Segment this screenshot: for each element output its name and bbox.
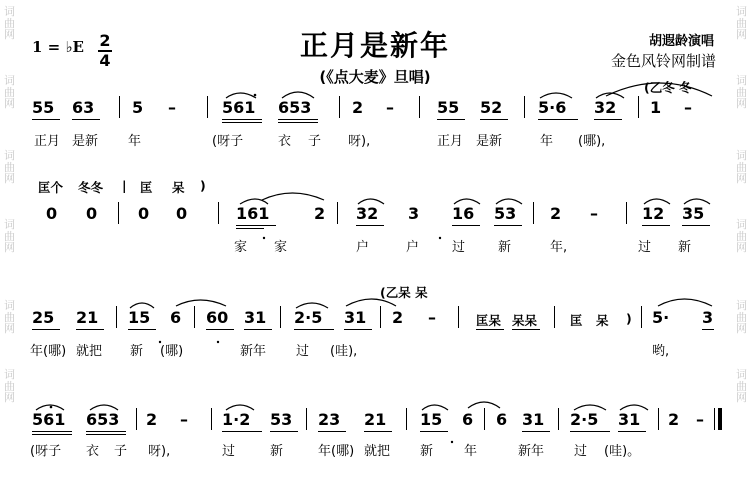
note-group: 5·6 [538, 98, 567, 117]
accent-dot [263, 237, 265, 239]
lyric: 衣 [278, 134, 292, 149]
octave-dot [254, 94, 257, 97]
note-group: 31 [522, 410, 545, 429]
slur [606, 83, 712, 96]
note-group: 2 [314, 204, 326, 223]
lyric: 户 [406, 240, 420, 255]
lyric: 家 [274, 240, 288, 255]
percussion-cue: (乙呆 呆 [380, 285, 428, 300]
note-group: 561 [32, 410, 66, 429]
percussion-cue: | [122, 178, 127, 193]
lyric: 呀), [348, 134, 371, 149]
note-group: 35 [682, 204, 705, 223]
note-group: 2 [146, 410, 158, 429]
transcriber-credit: 金色风铃网制谱 [610, 52, 716, 70]
lyric: (哪), [578, 134, 606, 149]
lyric: 年(哪) [30, 344, 67, 359]
slur [176, 300, 226, 306]
note-group: 3 [408, 204, 420, 223]
note-group: – [428, 308, 436, 327]
note-group: 55 [32, 98, 55, 117]
singer-credit: 胡遐龄演唱 [648, 34, 714, 49]
slur [540, 93, 572, 98]
lyric: 正月 [34, 134, 61, 149]
note-group: 1 [650, 98, 662, 117]
note-group: 6 [462, 410, 474, 429]
note-group: 0 [176, 204, 188, 223]
slur [226, 405, 254, 410]
note-group: 2·5 [294, 308, 323, 327]
slur [454, 199, 480, 204]
lyric: 过 [638, 240, 652, 255]
note-group: – [696, 410, 704, 429]
note-group: 55 [437, 98, 460, 117]
slur [296, 303, 328, 308]
lyric: (呀子 [212, 134, 244, 149]
octave-dot [50, 406, 53, 409]
note-group: 31 [344, 308, 367, 327]
slur [496, 199, 522, 204]
lyric: 年(哪) [318, 444, 355, 459]
slur [262, 193, 324, 200]
lyric: 子 [308, 134, 322, 149]
watermark-right-top: 词曲网 词曲网 [736, 5, 747, 110]
slur [130, 303, 154, 308]
subtitle: (《点大麦》旦唱) [319, 68, 431, 86]
lyric: 子 [114, 444, 128, 459]
watermark-left-bottom: 词曲网 词曲网 [4, 299, 15, 404]
watermark-right-mid: 词曲网 词曲网 [736, 149, 747, 254]
accent-dot [159, 341, 161, 343]
note-group: 16 [452, 204, 475, 223]
accent-dot [451, 441, 453, 443]
note-group: 63 [72, 98, 95, 117]
lyric: 衣 [86, 444, 100, 459]
slur [644, 199, 670, 204]
note-group: 15 [128, 308, 151, 327]
note-group: 21 [364, 410, 387, 429]
note-group: 31 [618, 410, 641, 429]
lyric: 呀), [148, 444, 171, 459]
note-group: 2 [550, 204, 562, 223]
note-group: 2·5 [570, 410, 599, 429]
note-group: 0 [46, 204, 58, 223]
accent-dot [439, 237, 441, 239]
note-group: 561 [222, 98, 256, 117]
note-group: – [168, 98, 176, 117]
note-group: 5 [132, 98, 144, 117]
slur [620, 405, 648, 410]
percussion-cue: 呆 [172, 180, 185, 195]
note-group: 53 [270, 410, 293, 429]
note-group: – [684, 98, 692, 117]
note-group: 653 [86, 410, 120, 429]
note-group: 6 [496, 410, 508, 429]
lyric: 新年 [240, 344, 267, 359]
lyric: 就把 [364, 444, 391, 459]
watermark-left-mid: 词曲网 词曲网 [4, 149, 15, 254]
note-group: 32 [594, 98, 617, 117]
percussion-cue: 匡呆 [476, 313, 502, 328]
percussion-cue: 匡 [570, 313, 583, 328]
watermark-left-top: 词曲网 词曲网 [4, 5, 15, 110]
lyric: 年 [464, 444, 478, 459]
note-group: 53 [494, 204, 517, 223]
note-group: 31 [244, 308, 267, 327]
note-group: 2 [668, 410, 680, 429]
lyric: 年, [550, 240, 568, 255]
lyric: 是新 [72, 134, 99, 149]
lyric: (哇), [330, 344, 358, 359]
lyric: 新 [130, 344, 144, 359]
note-group: 6 [170, 308, 182, 327]
accent-dot [217, 341, 219, 343]
slur [90, 405, 118, 410]
lyric: 过 [296, 344, 310, 359]
lyric: 新 [270, 444, 284, 459]
note-group: – [386, 98, 394, 117]
percussion-cue: 冬冬 [78, 180, 104, 195]
page-title: 正月是新年 [299, 29, 450, 62]
lyric: (哇)。 [604, 444, 641, 459]
lyric: 家 [234, 240, 248, 255]
note-group: 60 [206, 308, 229, 327]
lyric: 新年 [518, 444, 545, 459]
note-group: 32 [356, 204, 379, 223]
lyric: 户 [356, 240, 370, 255]
lyric: (呀子 [30, 444, 62, 459]
lyric: 新 [678, 240, 692, 255]
lyric: 新 [498, 240, 512, 255]
lyric: 年 [128, 134, 142, 149]
slur [574, 405, 606, 410]
slur [422, 405, 448, 410]
slur [358, 199, 384, 204]
note-group: – [180, 410, 188, 429]
watermark-right-bottom: 词曲网 词曲网 [736, 299, 747, 404]
percussion-cue: (乙冬 冬 [644, 80, 692, 95]
lyric: 过 [452, 240, 466, 255]
lyric: 年 [540, 134, 554, 149]
percussion-cue: ) [626, 311, 632, 326]
note-group: 653 [278, 98, 312, 117]
slur [282, 92, 314, 98]
slur [658, 299, 712, 306]
lyric: 就把 [76, 344, 103, 359]
note-group: 161 [236, 204, 270, 223]
lyric: 过 [574, 444, 588, 459]
note-group: 23 [318, 410, 341, 429]
lyric: (哪) [160, 344, 184, 359]
slur [346, 299, 396, 306]
lyric: 新 [420, 444, 434, 459]
percussion-cue: 呆 [596, 313, 609, 328]
note-group: 21 [76, 308, 99, 327]
meter-top: 2 [99, 31, 111, 50]
note-group: 1·2 [222, 410, 251, 429]
percussion-cue: 匡 [140, 180, 153, 195]
meter-bottom: 4 [99, 51, 111, 70]
note-group: 2 [352, 98, 364, 117]
slur [468, 402, 500, 408]
lyric: 正月 [437, 134, 464, 149]
percussion-cue: 匡个 [38, 180, 64, 195]
slur [684, 199, 710, 204]
note-group: 0 [138, 204, 150, 223]
note-group: 3 [702, 308, 714, 327]
lyric: 过 [222, 444, 236, 459]
note-group: 15 [420, 410, 443, 429]
key-signature: 1 = ♭E [32, 38, 84, 56]
percussion-cue: ) [200, 178, 206, 193]
note-group: 5· [652, 308, 670, 327]
lyric: 是新 [476, 134, 503, 149]
note-group: 52 [480, 98, 503, 117]
lyric: 哟, [652, 344, 670, 359]
note-group: 25 [32, 308, 55, 327]
note-group: 2 [392, 308, 404, 327]
slur [226, 93, 256, 98]
note-group: – [590, 204, 598, 223]
note-group: 12 [642, 204, 665, 223]
note-group: 0 [86, 204, 98, 223]
percussion-cue: 呆呆 [512, 313, 538, 328]
